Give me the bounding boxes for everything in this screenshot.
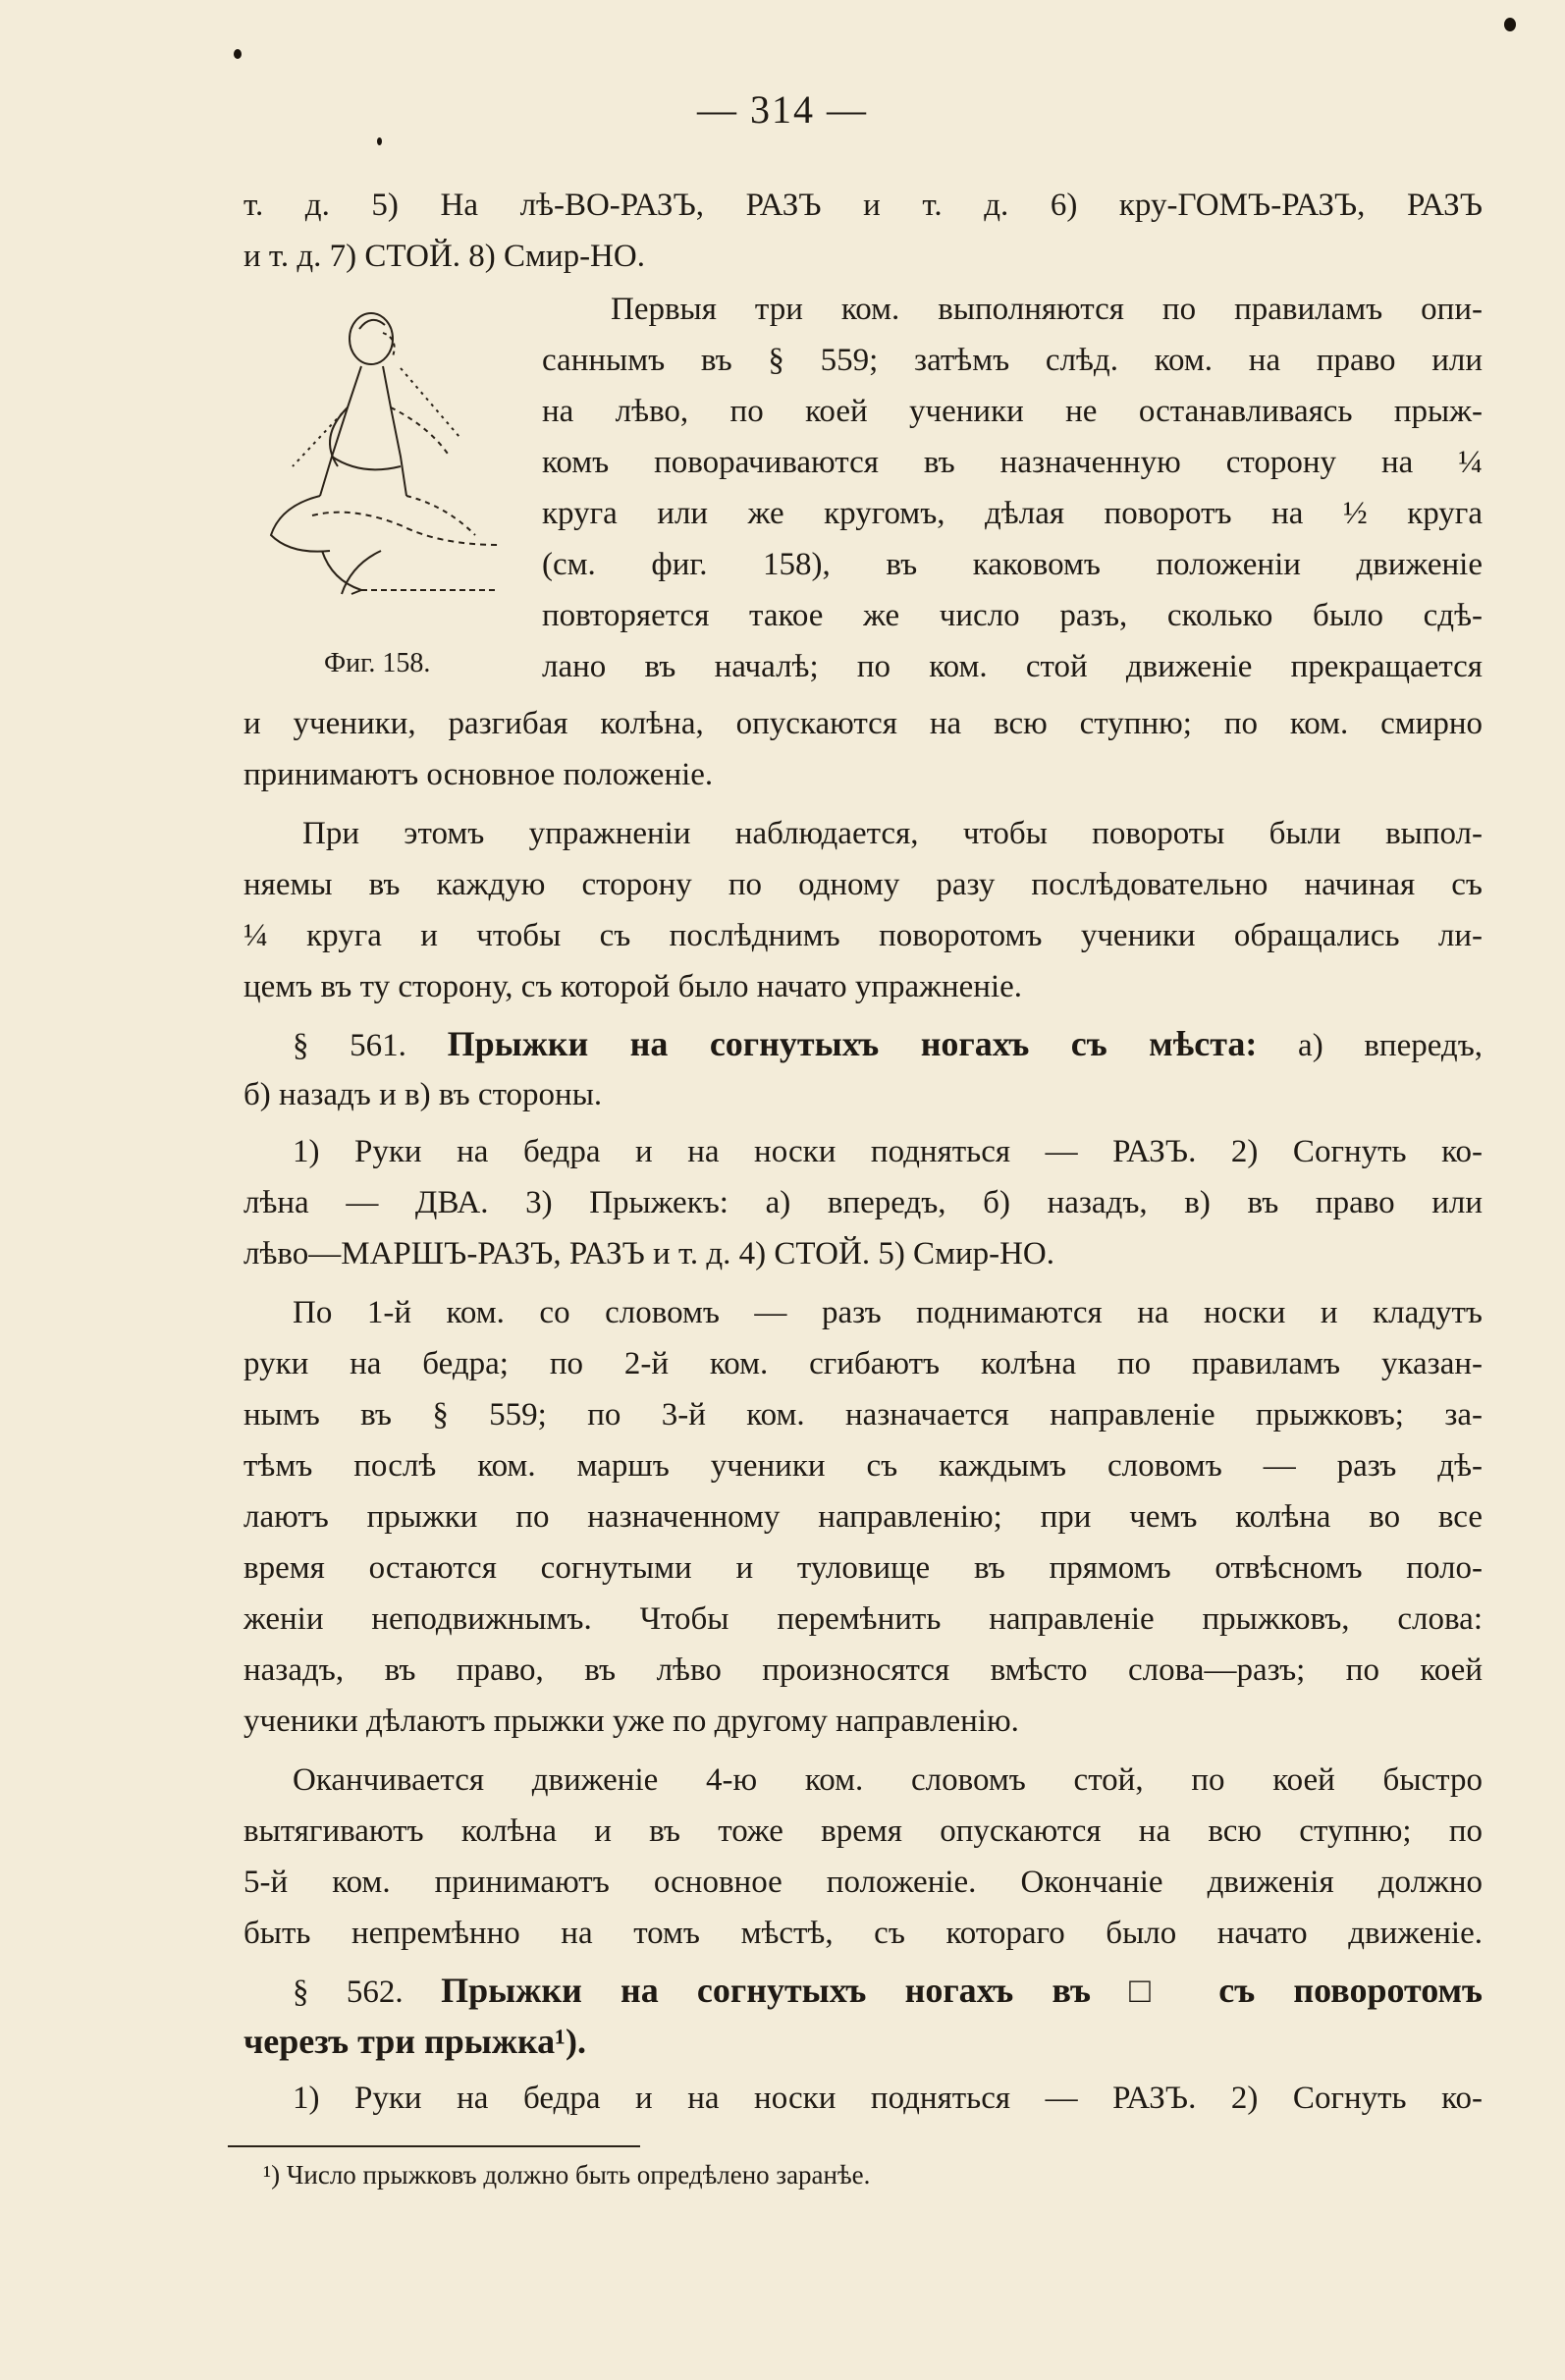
text-line: няемы въ каждую сторону по одному разу послѣдовательно начиная съ — [243, 867, 1483, 902]
text-line: на лѣво, по коей ученики не останавливаясь прыж- — [542, 394, 1483, 429]
text-line: и т. д. 7) СТОЙ. 8) Смир-НО. — [243, 239, 645, 274]
text-line: тѣмъ послѣ ком. маршъ ученики съ каждымъ словомъ — разъ дѣ- — [243, 1448, 1483, 1484]
footnote: ¹) Число прыжковъ должно быть опредѣлено заранѣе. — [263, 2160, 871, 2190]
text-line: Оканчивается движеніе 4-ю ком. словомъ стой, по коей быстро — [293, 1762, 1483, 1798]
figure-158-gymnast-jump-illustration — [253, 299, 518, 623]
ink-speck — [234, 49, 242, 59]
ink-speck — [1504, 18, 1516, 31]
page-number: — 314 — — [697, 87, 868, 132]
section-562-heading — [293, 1965, 1483, 2018]
text-line: 5-й ком. принимаютъ основное положеніе. Окончаніе движенія должно — [243, 1865, 1483, 1900]
text-line: лѣна — ДВА. 3) Прыжекъ: а) впередъ, б) назадъ, в) въ право или — [243, 1185, 1483, 1220]
section-title: Прыжки на согнутыхъ ногахъ съ мѣста: — [447, 1024, 1258, 1063]
section-number: § 562. — [293, 1974, 404, 2010]
section-title-rest: а) впередъ, — [1298, 1028, 1484, 1063]
text-line: ученики дѣлаютъ прыжки уже по другому направленію. — [243, 1704, 1019, 1739]
text-line: круга или же кругомъ, дѣлая поворотъ на ½ круга — [542, 496, 1483, 531]
text-line: и ученики, разгибая колѣна, опускаются на всю ступню; по ком. смирно — [243, 706, 1483, 741]
text-line: лано въ началѣ; по ком. стой движеніе прекращается — [542, 649, 1483, 684]
section-title-continued: черезъ три прыжка¹). — [243, 2022, 586, 2061]
text-line: руки на бедра; по 2-й ком. сгибаютъ колѣна по правиламъ указан- — [243, 1346, 1483, 1381]
text-line: цемъ въ ту сторону, съ которой было начато упражненіе. — [243, 969, 1023, 1004]
text-line: повторяется такое же число разъ, сколько было сдѣ- — [542, 598, 1483, 633]
text-line: По 1-й ком. со словомъ — разъ поднимаются на носки и кладутъ — [293, 1295, 1483, 1330]
text-line: (см. фиг. 158), въ каковомъ положеніи движеніе — [542, 547, 1483, 582]
text-line: лѣво—МАРШЪ-РАЗЪ, РАЗЪ и т. д. 4) СТОЙ. 5) Смир-НО. — [243, 1236, 1055, 1271]
text-line: время остаются согнутыми и туловище въ прямомъ отвѣсномъ поло- — [243, 1550, 1483, 1586]
text-line: Первыя три ком. выполняются по правиламъ опи- — [611, 292, 1483, 327]
text-line: 1) Руки на бедра и на носки подняться — РАЗЪ. 2) Согнуть ко- — [293, 2081, 1483, 2116]
text-line: т. д. 5) На лѣ-ВО-РАЗЪ, РАЗЪ и т. д. 6) кру-ГОМЪ-РАЗЪ, РАЗЪ — [243, 188, 1483, 223]
text-line: назадъ, въ право, въ лѣво произносятся вмѣсто слова—разъ; по коей — [243, 1652, 1483, 1688]
figure-caption: Фиг. 158. — [324, 648, 431, 678]
text-line: комъ поворачиваются въ назначенную сторону на ¼ — [542, 445, 1483, 480]
section-title: Прыжки на согнутыхъ ногахъ въ □ съ поворотомъ — [441, 1971, 1484, 2010]
text-line: нымъ въ § 559; по 3-й ком. назначается направленіе прыжковъ; за- — [243, 1397, 1483, 1433]
text-line: При этомъ упражненіи наблюдается, чтобы повороты были выпол- — [302, 816, 1483, 851]
text-line: 1) Руки на бедра и на носки подняться — РАЗЪ. 2) Согнуть ко- — [293, 1134, 1483, 1169]
section-561-heading — [293, 1018, 1483, 1071]
text-line: женіи неподвижнымъ. Чтобы перемѣнить направленіе прыжковъ, слова: — [243, 1601, 1483, 1637]
section-number: § 561. — [293, 1028, 406, 1063]
text-line: быть непремѣнно на томъ мѣстѣ, съ котораго было начато движеніе. — [243, 1916, 1483, 1951]
text-line: лаютъ прыжки по назначенному направленію; при чемъ колѣна во все — [243, 1499, 1483, 1535]
text-line: принимаютъ основное положеніе. — [243, 757, 714, 792]
ink-speck — [377, 137, 382, 145]
footnote-rule — [228, 2145, 640, 2147]
text-line: ¼ круга и чтобы съ послѣднимъ поворотомъ ученики обращались ли- — [243, 918, 1483, 953]
text-line: б) назадъ и в) въ стороны. — [243, 1077, 603, 1112]
text-line: вытягиваютъ колѣна и въ тоже время опускаются на всю ступню; по — [243, 1813, 1483, 1849]
text-line: саннымъ въ § 559; затѣмъ слѣд. ком. на право или — [542, 343, 1483, 378]
